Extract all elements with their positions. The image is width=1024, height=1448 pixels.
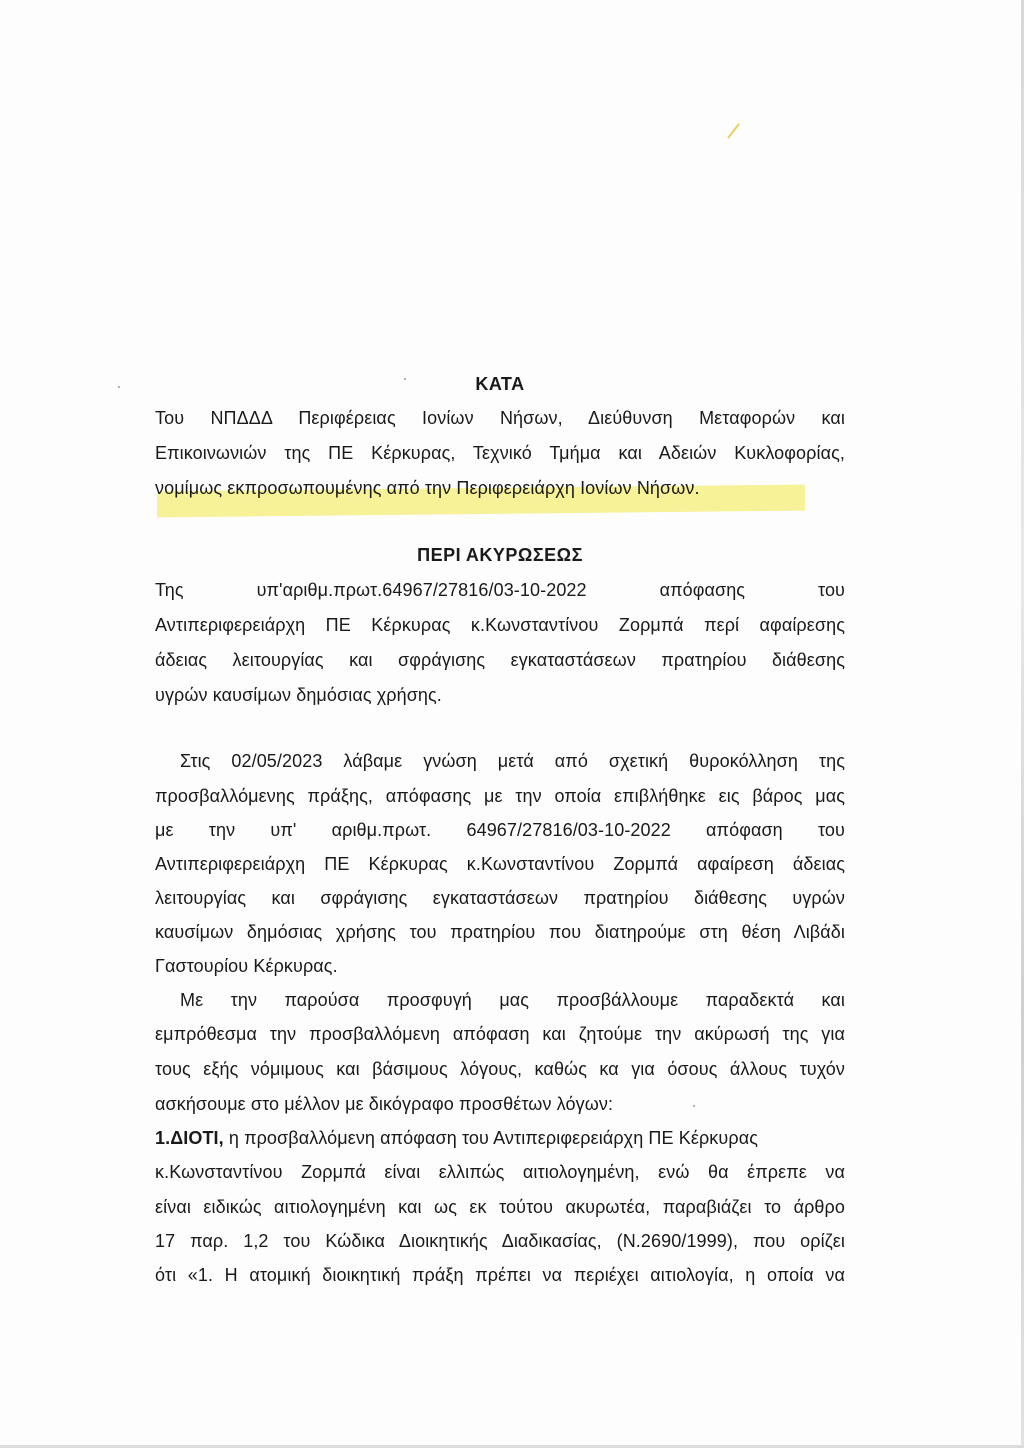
- reason-1-first-line: [155, 1126, 845, 1150]
- kata-line: νομίμως εκπροσωπουμένης από την Περιφερειάρχη Ιονίων Νήσων.: [155, 478, 700, 498]
- peri-line: Της υπ'αριθμ.πρωτ.64967/27816/03-10-2022 απόφασης του: [155, 580, 845, 600]
- paragraph-line: προσβαλλόμενης πράξης, απόφασης με την οποία επιβλήθηκε εις βάρος μας: [155, 786, 845, 806]
- kata-line: Του ΝΠΔΔΔ Περιφέρειας Ιονίων Νήσων, Διεύθυνση Μεταφορών και: [155, 408, 845, 428]
- peri-line: υγρών καυσίμων δημόσιας χρήσης.: [155, 685, 442, 705]
- reason-line: ότι «1. Η ατομική διοικητική πράξη πρέπει να περιέχει αιτιολογία, η οποία να: [155, 1265, 845, 1285]
- scan-speck: [118, 386, 120, 388]
- paragraph-line: τους εξής νόμιμους και βάσιμους λόγους, καθώς κα για όσους άλλους τυχόν: [155, 1059, 845, 1079]
- paragraph-line: καυσίμων δημόσιας χρήσης του πρατηρίου που διατηρούμε στη θέση Λιβάδι: [155, 922, 845, 942]
- reason-1-label: 1.ΔΙΟΤΙ,: [155, 1128, 224, 1148]
- reason-line: κ.Κωνσταντίνου Ζορμπά είναι ελλιπώς αιτιολογημένη, ενώ θα έπρεπε να: [155, 1162, 845, 1182]
- paragraph-line: Στις 02/05/2023 λάβαμε γνώση μετά από σχετική θυροκόλληση της: [180, 751, 845, 771]
- heading-peri-akyroseos: ΠΕΡΙ ΑΚΥΡΩΣΕΩΣ: [417, 545, 583, 565]
- kata-line: Επικοινωνιών της ΠΕ Κέρκυρας, Τεχνικό Τμήμα και Αδειών Κυκλοφορίας,: [155, 443, 845, 463]
- heading-kata: ΚΑΤΑ: [475, 374, 525, 394]
- paragraph-line: Αντιπεριφερειάρχη ΠΕ Κέρκυρας κ.Κωνσταντίνου Ζορμπά αφαίρεση άδειας: [155, 854, 845, 874]
- reason-line: είναι ειδικώς αιτιολογημένη και ως εκ τούτου ακυρωτέα, παραβιάζει το άρθρο: [155, 1197, 845, 1217]
- paragraph-line: λειτουργίας και σφράγισης εγκαταστάσεων πρατηρίου διάθεσης υγρών: [155, 888, 845, 908]
- paragraph-line: εμπρόθεσμα την προσβαλλόμενη απόφαση και ζητούμε την ακύρωσή της για: [155, 1024, 845, 1044]
- pen-mark: [727, 123, 740, 138]
- paragraph-line: Με την παρούσα προσφυγή μας προσβάλλουμε παραδεκτά και: [180, 990, 845, 1010]
- peri-line: Αντιπεριφερειάρχη ΠΕ Κέρκυρας κ.Κωνσταντίνου Ζορμπά περί αφαίρεσης: [155, 615, 845, 635]
- paragraph-line: με την υπ' αριθμ.πρωτ. 64967/27816/03-10-2022 απόφαση του: [155, 820, 845, 840]
- reason-line: 17 παρ. 1,2 του Κώδικα Διοικητικής Διαδικασίας, (Ν.2690/1999), που ορίζει: [155, 1231, 845, 1251]
- paragraph-line: Γαστουρίου Κέρκυρας.: [155, 956, 338, 976]
- reason-1-text: η προσβαλλόμενη απόφαση του Αντιπεριφερειάρχη ΠΕ Κέρκυρας: [223, 1128, 758, 1148]
- paragraph-line: ασκήσουμε στο μέλλον με δικόγραφο προσθέτων λόγων:: [155, 1094, 614, 1114]
- peri-line: άδειας λειτουργίας και σφράγισης εγκαταστάσεων πρατηρίου διάθεσης: [155, 650, 845, 670]
